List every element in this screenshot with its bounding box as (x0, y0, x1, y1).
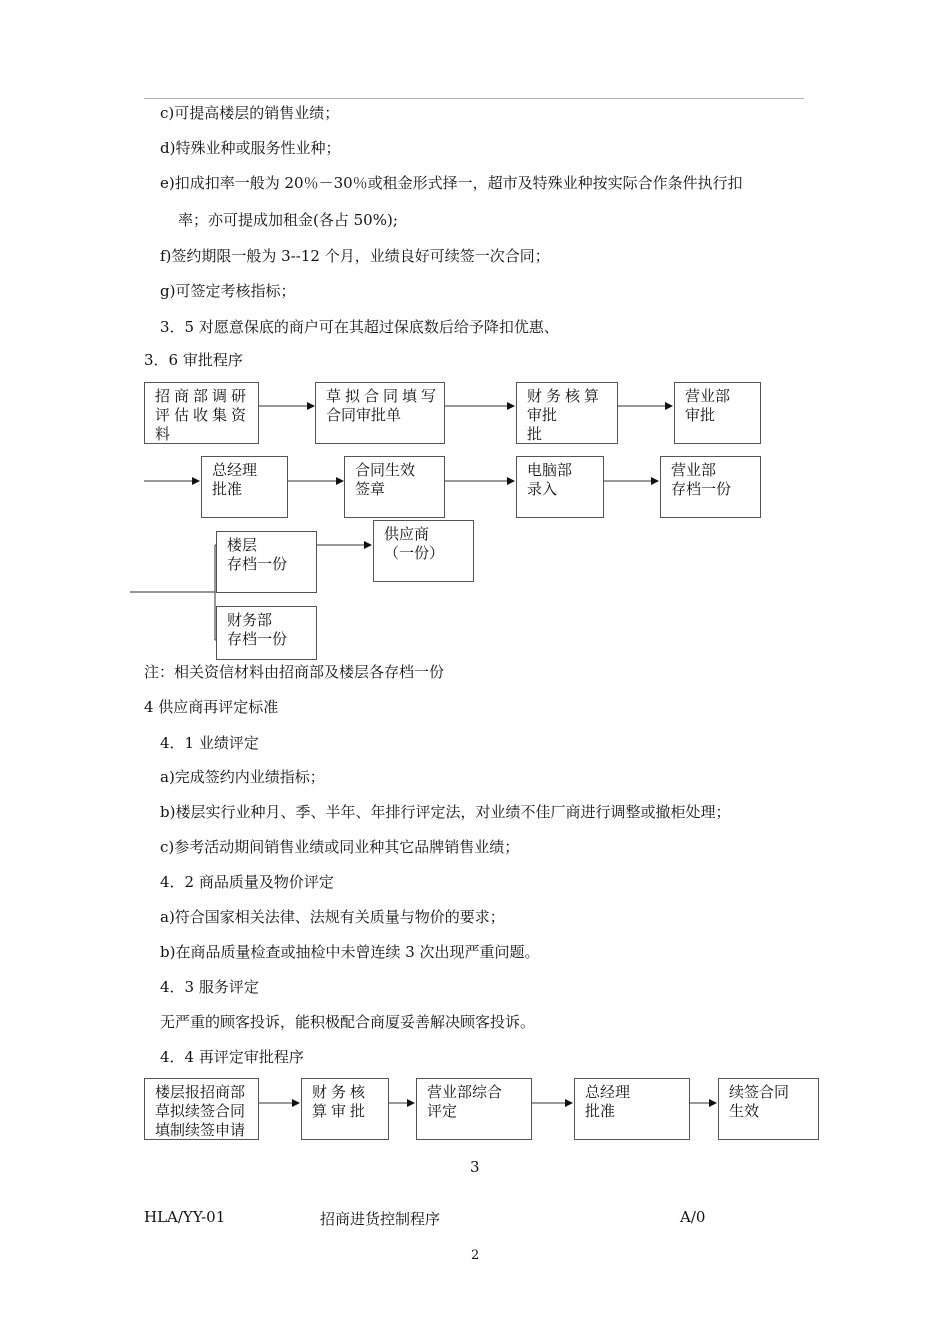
footer-version: A/0 (680, 1208, 706, 1226)
header-rule (144, 98, 804, 99)
clause-e-continued: 率；亦可提成加租金(各占 50%); (178, 211, 398, 229)
clause-4-2-b: b)在商品质量检查或抽检中未曾连续 3 次出现严重问题。 (160, 943, 540, 961)
footer-doc-code: HLA/YY-01 (144, 1208, 226, 1226)
clause-4-1-a: a)完成签约内业绩指标； (160, 768, 325, 786)
section-4-heading: 4 供应商再评定标准 (144, 698, 279, 716)
flow2-box-gm-approval: 总经理 批准 (574, 1078, 690, 1140)
flow-box-contract-effective: 合同生效 签章 (344, 456, 445, 518)
clause-4-1-b: b)楼层实行业种月、季、半年、年排行评定法，对业绩不佳厂商进行调整或撤柜处理； (160, 803, 731, 821)
clause-f: f)签约期限一般为 3--12 个月，业绩良好可续签一次合同； (160, 247, 550, 265)
page-number: 3 (470, 1158, 480, 1176)
flow-box-floor-archive: 楼层 存档一份 (216, 531, 317, 593)
clause-4-1-c: c)参考活动期间销售业绩或同业种其它品牌销售业绩； (160, 838, 520, 856)
flow-box-finance-archive: 财务部 存档一份 (216, 606, 317, 660)
clause-4-2-a: a)符合国家相关法律、法规有关质量与物价的要求； (160, 908, 505, 926)
flow2-box-renewal-effective: 续签合同 生效 (718, 1078, 819, 1140)
section-3-6-heading: 3．6 审批程序 (144, 351, 243, 369)
section-4-2: 4．2 商品质量及物价评定 (160, 873, 334, 891)
flow-box-investment-research: 招商部调研 评估收集资 料 (144, 382, 259, 444)
section-3-5: 3．5 对愿意保底的商户可在其超过保底数后给予降扣优惠、 (160, 318, 559, 336)
section-4-3: 4．3 服务评定 (160, 978, 259, 996)
flow-box-finance-review: 财务核算 审批 批 (516, 382, 618, 444)
flow2-box-business-evaluation: 营业部综合 评定 (416, 1078, 532, 1140)
service-criteria: 无严重的顾客投诉，能积极配合商厦妥善解决顾客投诉。 (160, 1013, 536, 1031)
clause-g: g)可签定考核指标； (160, 282, 296, 300)
section-4-1: 4．1 业绩评定 (160, 734, 259, 752)
clause-e: e)扣成扣率一般为 20％－30％或租金形式择一，超市及特殊业种按实际合作条件执行扣 (160, 174, 743, 192)
flow-box-draft-contract: 草拟合同填写 合同审批单 (315, 382, 445, 444)
flow-box-supplier-copy: 供应商 （一份） (373, 520, 474, 582)
flow-box-it-entry: 电脑部 录入 (516, 456, 604, 518)
clause-d: d)特殊业种或服务性业种； (160, 139, 341, 157)
flow2-box-floor-report: 楼层报招商部 草拟续签合同 填制续签申请 (144, 1078, 259, 1140)
flow-box-business-archive: 营业部 存档一份 (660, 456, 761, 518)
flow2-box-finance-review: 财务核 算审批 (301, 1078, 389, 1140)
footer-page: 2 (471, 1248, 480, 1263)
clause-c: c)可提高楼层的销售业绩； (160, 104, 340, 122)
footer-doc-title: 招商进货控制程序 (320, 1210, 441, 1228)
note: 注：相关资信材料由招商部及楼层各存档一份 (144, 663, 445, 681)
flow-box-gm-approval: 总经理 批准 (201, 456, 288, 518)
section-4-4: 4．4 再评定审批程序 (160, 1048, 304, 1066)
flow-box-business-approval: 营业部 审批 (674, 382, 761, 444)
